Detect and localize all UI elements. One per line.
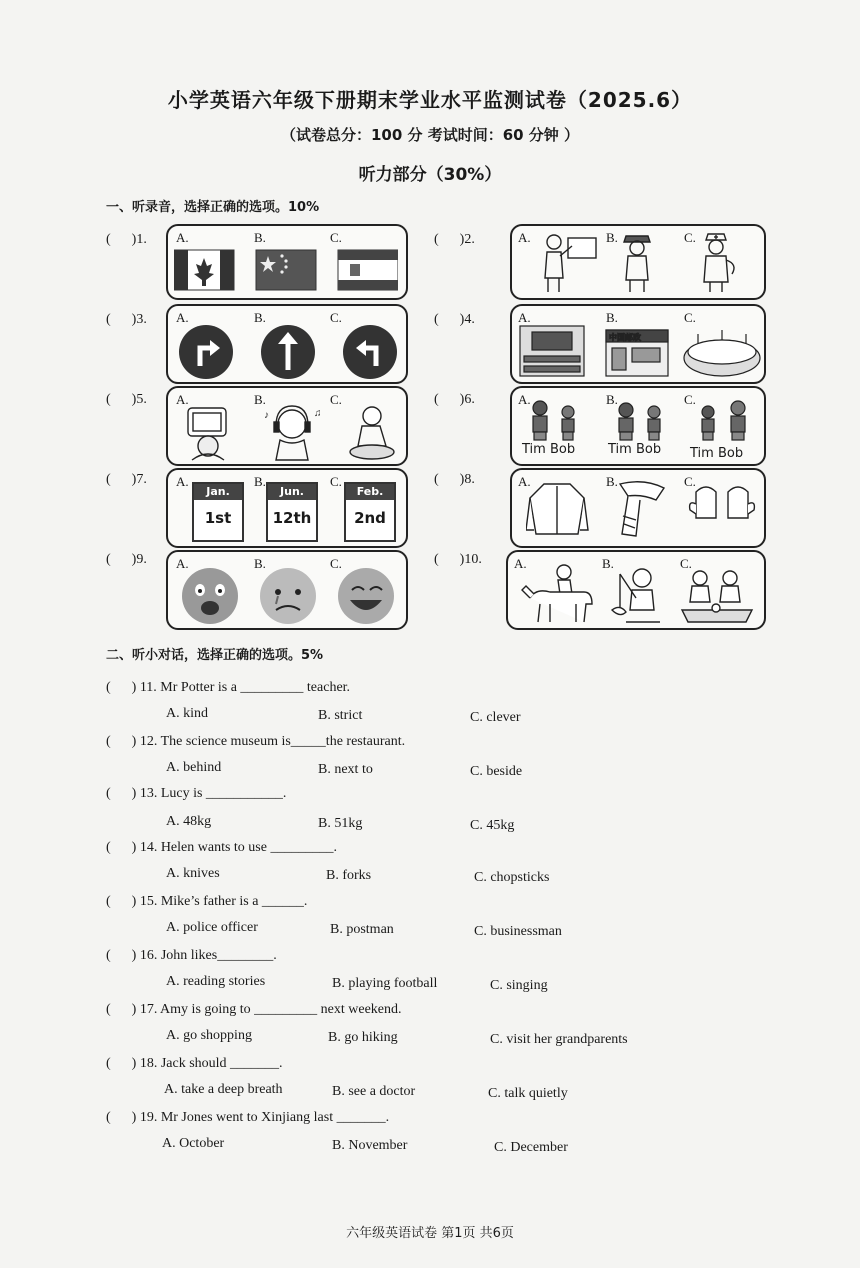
question-19-option-b: B. November bbox=[332, 1138, 408, 1153]
name-label-b: Tim Bob bbox=[608, 442, 662, 457]
question-15-option-c: C. businessman bbox=[474, 924, 562, 939]
question-15-option-b: B. postman bbox=[330, 922, 394, 937]
question-18-option-c: C. talk quietly bbox=[488, 1086, 568, 1101]
calendar-month: Feb. bbox=[346, 484, 394, 500]
option-a: A. bbox=[518, 230, 531, 245]
section-1-heading: 一、听录音，选择正确的选项。10% bbox=[106, 200, 320, 215]
jobs-picture bbox=[532, 228, 762, 296]
boys-pair-b-icon bbox=[619, 403, 660, 440]
question-17-option-b: B. go hiking bbox=[328, 1030, 398, 1045]
question-11-option-a: A. kind bbox=[166, 706, 208, 721]
question-15-option-a: A. police officer bbox=[166, 920, 258, 935]
option-c: C. bbox=[330, 392, 342, 407]
question-19-stem: ( ) 19. Mr Jones went to Xinjiang last _______. bbox=[106, 1110, 390, 1125]
direction-signs-picture bbox=[176, 320, 400, 380]
option-a: A. bbox=[518, 392, 531, 407]
question-16-option-c: C. singing bbox=[490, 978, 548, 993]
watching-tv-icon bbox=[188, 408, 226, 460]
boys-pair-c-icon bbox=[702, 401, 745, 440]
question-7-number: ( )7. bbox=[106, 472, 147, 487]
option-b: B. bbox=[606, 474, 618, 489]
option-c: C. bbox=[684, 474, 696, 489]
faces-picture bbox=[178, 564, 398, 626]
question-3-number: ( )3. bbox=[106, 312, 147, 327]
china-flag-icon bbox=[256, 250, 316, 290]
spain-flag-icon bbox=[338, 250, 398, 290]
question-1-number: ( )1. bbox=[106, 232, 147, 247]
washing-clothes-icon bbox=[350, 407, 394, 459]
svg-text:♫: ♫ bbox=[314, 408, 322, 419]
question-8-number: ( )8. bbox=[434, 472, 475, 487]
question-19-option-a: A. October bbox=[162, 1136, 225, 1151]
option-a: A. bbox=[176, 556, 189, 571]
go-straight-arrow-icon bbox=[261, 325, 315, 379]
option-a: A. bbox=[518, 474, 531, 489]
name-label-c: Tim Bob bbox=[690, 446, 744, 461]
question-13-option-b: B. 51kg bbox=[318, 816, 363, 831]
question-9-box bbox=[166, 550, 408, 630]
police-officer-icon bbox=[624, 236, 650, 292]
section-2-heading: 二、听小对话，选择正确的选项。5% bbox=[106, 648, 324, 663]
question-14-stem: ( ) 14. Helen wants to use _________. bbox=[106, 840, 337, 855]
turn-left-arrow-icon bbox=[343, 325, 397, 379]
two-boys-picture bbox=[522, 398, 758, 442]
calendar-day: 12th bbox=[272, 509, 312, 527]
fishing-icon bbox=[612, 569, 660, 622]
buildings-picture bbox=[518, 324, 762, 380]
option-a: A. bbox=[176, 474, 189, 489]
option-a: A. bbox=[514, 556, 527, 571]
question-2-number: ( )2. bbox=[434, 232, 475, 247]
option-c: C. bbox=[330, 310, 342, 325]
question-6-box bbox=[510, 386, 766, 466]
question-4-box bbox=[510, 304, 766, 384]
question-16-option-b: B. playing football bbox=[332, 976, 438, 991]
sad-face-icon bbox=[260, 568, 316, 624]
question-7-box bbox=[166, 468, 408, 548]
option-b: B. bbox=[254, 474, 266, 489]
question-11-option-c: C. clever bbox=[470, 710, 521, 725]
question-16-stem: ( ) 16. John likes________. bbox=[106, 948, 277, 963]
question-4-number: ( )4. bbox=[434, 312, 475, 327]
question-19-option-c: C. December bbox=[494, 1140, 568, 1155]
option-c: C. bbox=[680, 556, 692, 571]
question-12-option-a: A. behind bbox=[166, 760, 222, 775]
question-17-stem: ( ) 17. Amy is going to _________ next weekend. bbox=[106, 1002, 402, 1017]
option-b: B. bbox=[254, 556, 266, 571]
question-18-stem: ( ) 18. Jack should _______. bbox=[106, 1056, 283, 1071]
question-11-stem: ( ) 11. Mr Potter is a _________ teacher. bbox=[106, 680, 351, 695]
question-10-number: ( )10. bbox=[434, 552, 482, 567]
option-c: C. bbox=[330, 230, 342, 245]
question-5-box bbox=[166, 386, 408, 466]
question-2-box bbox=[510, 224, 766, 300]
calendar-icon bbox=[192, 482, 244, 542]
question-13-stem: ( ) 13. Lucy is ___________. bbox=[106, 786, 287, 801]
happy-face-icon bbox=[338, 568, 394, 624]
page-footer: 六年级英语试卷 第1页 共6页 bbox=[346, 1226, 514, 1241]
question-14-option-a: A. knives bbox=[166, 866, 220, 881]
question-6-number: ( )6. bbox=[434, 392, 475, 407]
part-title: 听力部分（30%） bbox=[358, 165, 502, 185]
option-a: A. bbox=[176, 230, 189, 245]
exam-title: 小学英语六年级下册期末学业水平监测试卷（2025.6） bbox=[167, 88, 693, 112]
question-18-option-b: B. see a doctor bbox=[332, 1084, 416, 1099]
scarf-icon bbox=[620, 482, 664, 536]
activities-picture-2 bbox=[516, 564, 760, 626]
option-c: C. bbox=[330, 474, 342, 489]
option-a: A. bbox=[176, 392, 189, 407]
listening-music-icon bbox=[264, 406, 322, 460]
turn-right-arrow-icon bbox=[179, 325, 233, 379]
option-b: B. bbox=[606, 310, 618, 325]
question-5-number: ( )5. bbox=[106, 392, 147, 407]
option-a: A. bbox=[518, 310, 531, 325]
option-b: B. bbox=[606, 392, 618, 407]
option-b: B. bbox=[254, 392, 266, 407]
question-15-stem: ( ) 15. Mike’s father is a ______. bbox=[106, 894, 308, 909]
option-c: C. bbox=[684, 392, 696, 407]
question-1-box bbox=[166, 224, 408, 300]
boys-pair-a-icon bbox=[533, 401, 574, 440]
calendar-month: Jun. bbox=[268, 484, 316, 500]
calendar-icon bbox=[344, 482, 396, 542]
question-9-number: ( )9. bbox=[106, 552, 147, 567]
question-17-option-a: A. go shopping bbox=[166, 1028, 252, 1043]
option-a: A. bbox=[176, 310, 189, 325]
question-13-option-c: C. 45kg bbox=[470, 818, 515, 833]
exam-subtitle: （试卷总分：100 分 考试时间：60 分钟 ） bbox=[280, 126, 580, 144]
cinema-icon bbox=[520, 326, 584, 376]
option-b: B. bbox=[606, 230, 618, 245]
option-b: B. bbox=[254, 230, 266, 245]
post-office-icon bbox=[606, 330, 668, 376]
question-8-box bbox=[510, 468, 766, 548]
scared-face-icon bbox=[182, 568, 238, 624]
flags-picture bbox=[174, 248, 398, 292]
question-14-option-c: C. chopsticks bbox=[474, 870, 550, 885]
question-10-box bbox=[506, 550, 766, 630]
activities-picture bbox=[176, 402, 400, 462]
calendar-day: 2nd bbox=[354, 509, 386, 527]
question-12-stem: ( ) 12. The science museum is_____the restaurant. bbox=[106, 734, 406, 749]
question-12-option-c: C. beside bbox=[470, 764, 523, 779]
question-16-option-a: A. reading stories bbox=[166, 974, 266, 989]
question-11-option-b: B. strict bbox=[318, 708, 363, 723]
option-b: B. bbox=[602, 556, 614, 571]
option-c: C. bbox=[684, 230, 696, 245]
question-12-option-b: B. next to bbox=[318, 762, 373, 777]
question-17-option-c: C. visit her grandparents bbox=[490, 1032, 628, 1047]
svg-text:♪: ♪ bbox=[264, 410, 269, 421]
question-14-option-b: B. forks bbox=[326, 868, 372, 883]
stadium-icon bbox=[684, 330, 760, 376]
option-b: B. bbox=[254, 310, 266, 325]
teacher-icon bbox=[545, 235, 596, 292]
calendar-day: 1st bbox=[204, 509, 232, 527]
picnic-icon bbox=[682, 571, 752, 622]
calendar-icon bbox=[266, 482, 318, 542]
option-c: C. bbox=[330, 556, 342, 571]
calendar-month: Jan. bbox=[194, 484, 242, 500]
winter-clothes-picture bbox=[526, 478, 756, 542]
gloves-icon bbox=[690, 487, 755, 518]
coat-icon bbox=[526, 484, 588, 534]
post-office-sign: 中国邮政 bbox=[609, 333, 641, 342]
canada-flag-icon bbox=[174, 250, 234, 290]
question-18-option-a: A. take a deep breath bbox=[164, 1082, 283, 1097]
question-13-option-a: A. 48kg bbox=[166, 814, 212, 829]
doctor-icon bbox=[704, 234, 734, 292]
riding-horse-icon bbox=[522, 565, 592, 622]
option-c: C. bbox=[684, 310, 696, 325]
name-label-a: Tim Bob bbox=[522, 442, 576, 457]
question-3-box bbox=[166, 304, 408, 384]
